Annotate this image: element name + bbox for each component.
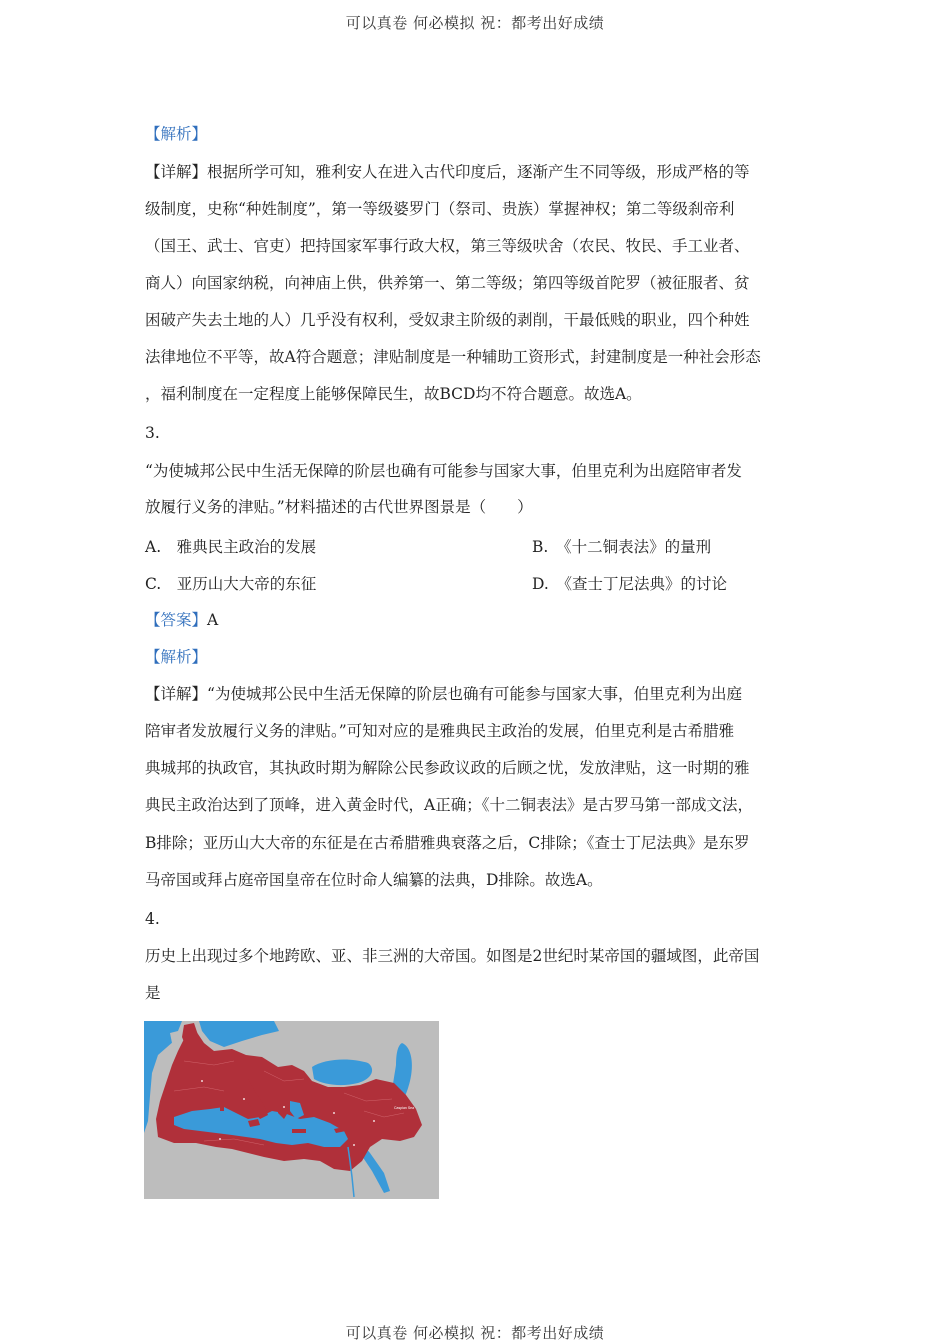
question-number: 3.	[145, 424, 160, 442]
detail-line: ，福利制度在一定程度上能够保障民生，故BCD均不符合题意。故选A。	[145, 385, 642, 403]
question-stem: “为使城邦公民中生活无保障的阶层也确有可能参与国家大事，伯里克利为出庭陪审者发	[145, 462, 742, 480]
detail-line: 法律地位不平等，故A符合题意；津贴制度是一种辅助工资形式，封建制度是一种社会形态	[145, 348, 761, 366]
question-stem: 是	[145, 984, 161, 1002]
detail-tag: 【详解】	[145, 163, 208, 181]
question-number: 4.	[145, 910, 160, 928]
detail-line: （国王、武士、官吏）把持国家军事行政大权，第三等级吠舍（农民、牧民、手工业者、	[145, 237, 750, 255]
detail-line: 陪审者发放履行义务的津贴。”可知对应的是雅典民主政治的发展，伯里克利是古希腊雅	[145, 722, 735, 740]
option-d: D. 《查士丁尼法典》的讨论	[532, 575, 728, 593]
page-header: 可以真卷 何必模拟 祝：都考出好成绩	[345, 14, 605, 32]
detail-line: 【详解】根据所学可知，雅利安人在进入古代印度后，逐渐产生不同等级，形成严格的等	[145, 163, 750, 181]
answer-tag: 【答案】	[145, 611, 208, 629]
empire-map-image	[144, 1021, 439, 1199]
map-sea-label: Caspian Sea	[394, 1106, 415, 1110]
detail-line: 马帝国或拜占庭帝国皇帝在位时命人编纂的法典，D排除。故选A。	[145, 871, 603, 889]
option-c: C. 亚历山大大帝的东征	[145, 575, 317, 593]
answer-value: A	[207, 611, 219, 629]
detail-line: B排除；亚历山大大帝的东征是在古希腊雅典衰落之后，C排除；《查士丁尼法典》是东罗	[145, 834, 750, 852]
detail-line: 困破产失去土地的人）几乎没有权利，受奴隶主阶级的剥削，干最低贱的职业，四个种姓	[145, 311, 750, 329]
answer-line	[145, 610, 218, 630]
option-b: B. 《十二铜表法》的量刑	[532, 538, 712, 556]
question-stem: 放履行义务的津贴。”材料描述的古代世界图景是（ ）	[145, 498, 533, 516]
page-footer: 可以真卷 何必模拟 祝：都考出好成绩	[345, 1324, 605, 1342]
detail-line: 【详解】“为使城邦公民中生活无保障的阶层也确有可能参与国家大事，伯里克利为出庭	[145, 685, 742, 703]
detail-line: 典民主政治达到了顶峰，进入黄金时代，A正确；《十二铜表法》是古罗马第一部成文法，	[145, 796, 753, 814]
detail-tag: 【详解】	[145, 685, 208, 703]
detail-line: 商人）向国家纳税，向神庙上供，供养第一、第二等级；第四等级首陀罗（被征服者、贫	[145, 274, 750, 292]
detail-line: 典城邦的执政官，其执政时期为解除公民参政议政的后顾之忧，发放津贴，这一时期的雅	[145, 759, 750, 777]
analysis-tag: 【解析】	[145, 648, 208, 666]
analysis-tag: 【解析】	[145, 125, 208, 143]
question-stem: 历史上出现过多个地跨欧、亚、非三洲的大帝国。如图是2世纪时某帝国的疆域图，此帝国	[145, 947, 760, 965]
option-a: A. 雅典民主政治的发展	[145, 538, 317, 556]
detail-line: 级制度，史称“种姓制度”，第一等级婆罗门（祭司、贵族）掌握神权；第二等级刹帝利	[145, 200, 735, 218]
